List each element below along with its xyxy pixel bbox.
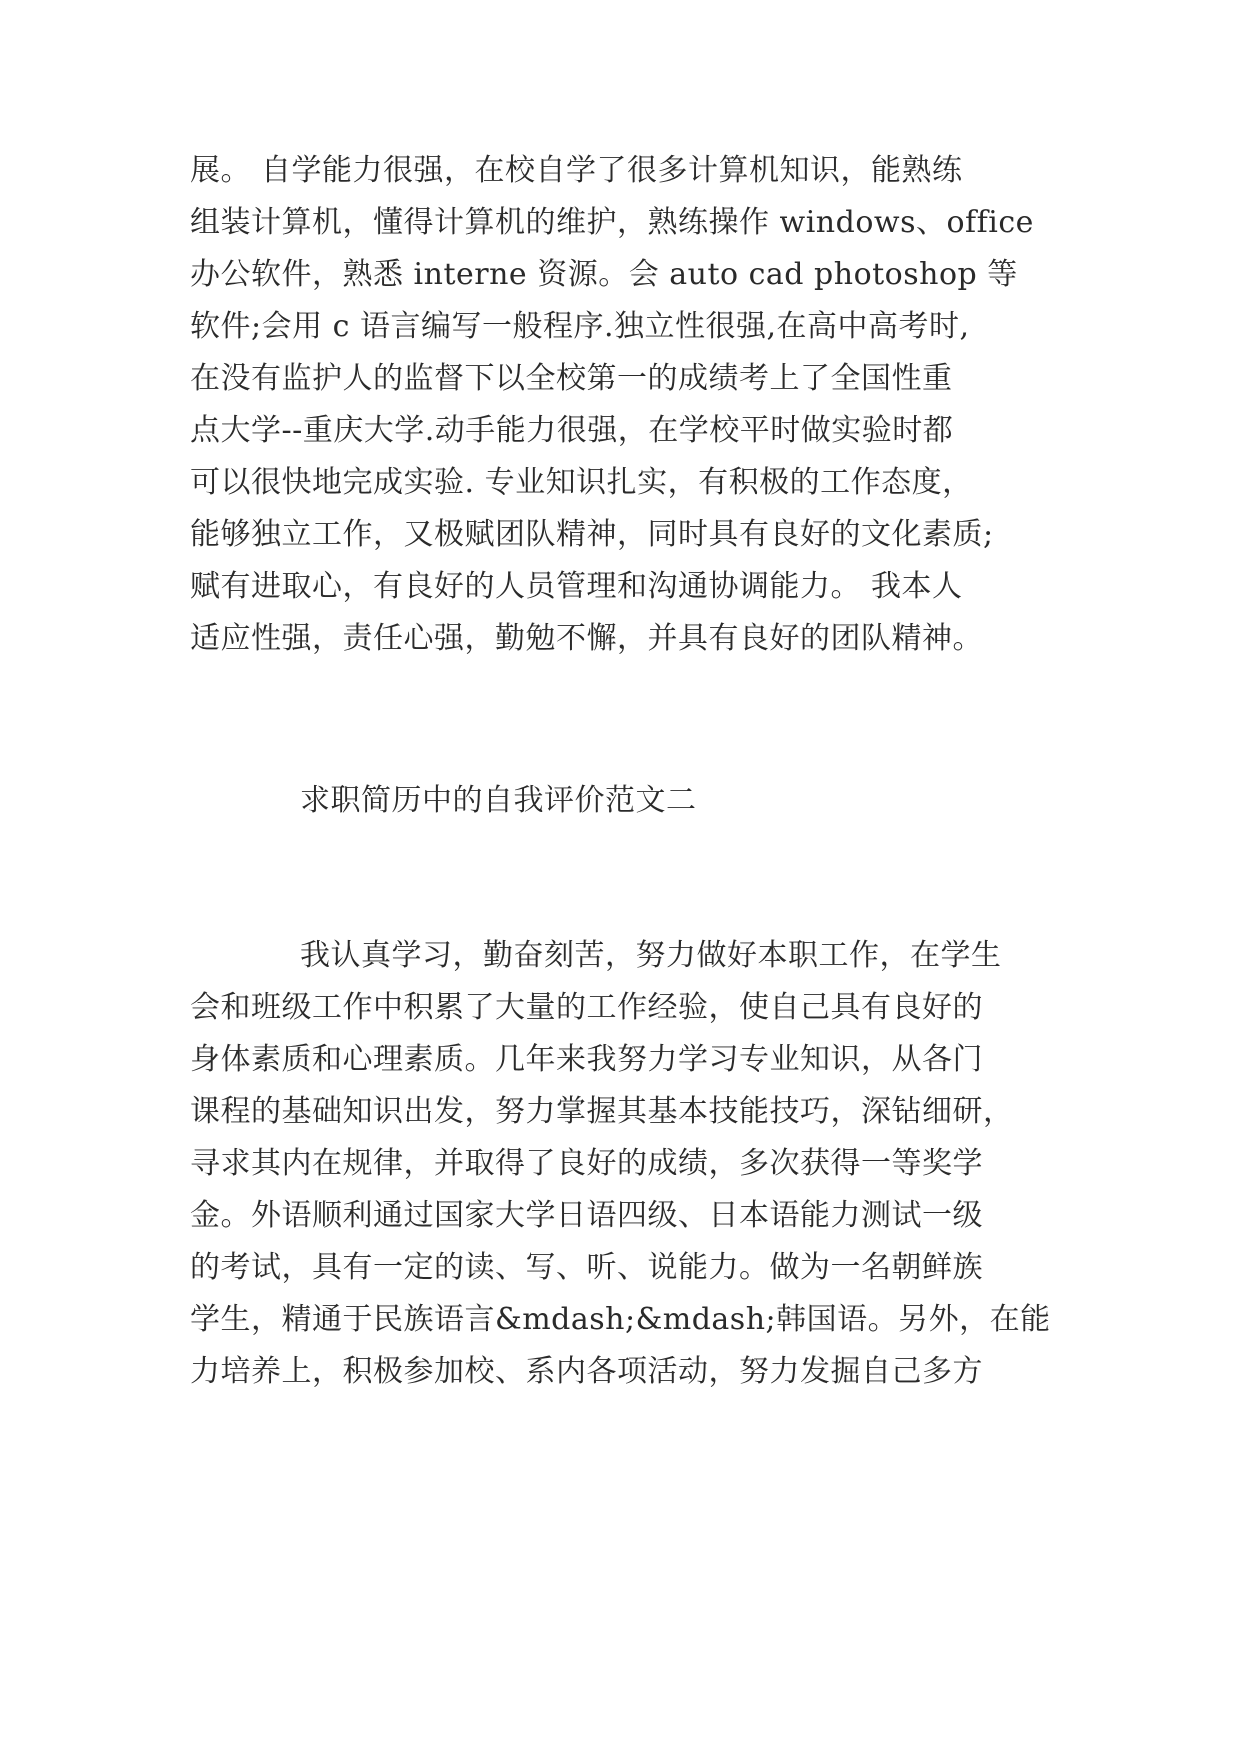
paragraph-2-line: 学生，精通于民族语言&mdash;&mdash;韩国语。另外，在能	[190, 1302, 1051, 1337]
paragraph-1-line: 软件;会用 c 语言编写一般程序.独立性很强,在高中高考时,	[190, 309, 970, 344]
paragraph-2-line: 金。外语顺利通过国家大学日语四级、日本语能力测试一级	[190, 1198, 983, 1233]
paragraph-1-line: 展。 自学能力很强，在校自学了很多计算机知识，能熟练	[190, 153, 963, 188]
paragraph-2-line: 身体素质和心理素质。几年来我努力学习专业知识，从各门	[190, 1042, 983, 1077]
paragraph-2-line: 的考试，具有一定的读、写、听、说能力。做为一名朝鲜族	[190, 1250, 983, 1285]
paragraph-2-line: 寻求其内在规律，并取得了良好的成绩，多次获得一等奖学	[190, 1146, 983, 1181]
paragraph-2-line: 课程的基础知识出发，努力掌握其基本技能技巧，深钻细研，	[190, 1094, 1014, 1129]
paragraph-1-line: 能够独立工作，又极赋团队精神，同时具有良好的文化素质;	[190, 517, 994, 552]
paragraph-1-line: 点大学--重庆大学.动手能力很强，在学校平时做实验时都	[190, 413, 954, 448]
paragraph-1-line: 在没有监护人的监督下以全校第一的成绩考上了全国性重	[190, 361, 953, 396]
paragraph-1-line: 办公软件，熟悉 interne 资源。会 auto cad photoshop 等	[190, 257, 1018, 292]
paragraph-1-line: 适应性强，责任心强，勤勉不懈，并具有良好的团队精神。	[190, 621, 983, 656]
paragraph-1-line: 组装计算机，懂得计算机的维护，熟练操作 windows、office	[190, 205, 1034, 240]
paragraph-2-line: 我认真学习，勤奋刻苦，努力做好本职工作，在学生	[300, 938, 1002, 973]
paragraph-1-line: 可以很快地完成实验. 专业知识扎实，有积极的工作态度，	[190, 465, 973, 500]
paragraph-2-line: 会和班级工作中积累了大量的工作经验，使自己具有良好的	[190, 990, 983, 1025]
section-heading: 求职简历中的自我评价范文二	[300, 783, 697, 818]
paragraph-1-line: 赋有进取心，有良好的人员管理和沟通协调能力。 我本人	[190, 569, 963, 604]
paragraph-2-line: 力培养上，积极参加校、系内各项活动，努力发掘自己多方	[190, 1354, 983, 1389]
